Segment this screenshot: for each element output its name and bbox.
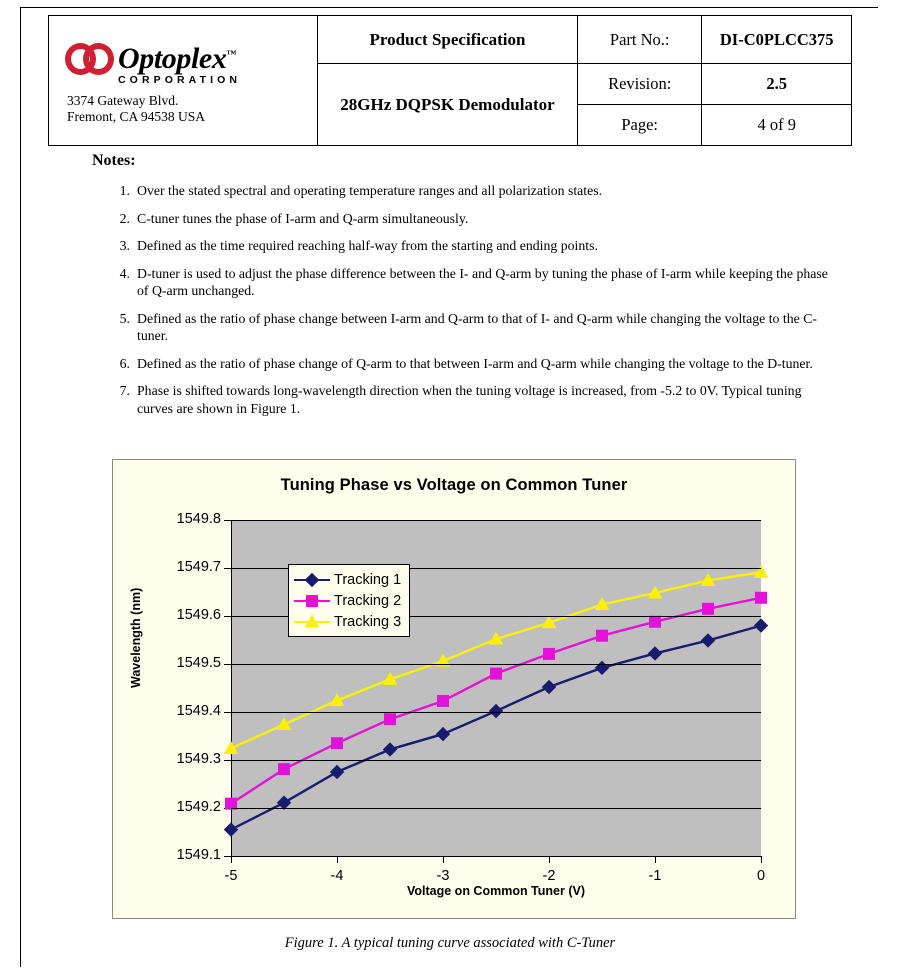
x-tick-mark: [443, 856, 444, 863]
y-tick-label: 1549.5: [176, 655, 221, 671]
x-tick-label: 0: [756, 868, 766, 884]
y-tick-mark: [224, 616, 231, 617]
x-tick-mark: [761, 856, 762, 863]
x-tick-mark: [337, 856, 338, 863]
note-item: [108, 310, 838, 345]
legend-label: Tracking 1: [334, 571, 402, 588]
product-name: 28GHz DQPSK Demodulator: [318, 64, 578, 146]
x-tick-label: -4: [330, 868, 344, 884]
note-text: Defined as the ratio of phase change of Q-arm to that between I-arm and Q-arm while changing the voltage to the D-tuner.: [137, 355, 813, 371]
page-label: Page:: [577, 105, 701, 146]
revision-value: 2.5: [702, 64, 852, 105]
note-number: 2.: [119, 210, 130, 226]
data-point-marker: [438, 695, 449, 706]
note-text: Phase is shifted towards long-wavelength direction when the tuning voltage is increased, from -5.2 to 0V. Typical tuning curves are shown in Figure 1.: [137, 383, 802, 416]
data-point-marker: [384, 743, 397, 756]
data-point-marker: [702, 634, 715, 647]
legend-label: Tracking 2: [334, 592, 402, 609]
x-tick-label: -1: [648, 868, 662, 884]
gridline: [231, 760, 761, 761]
data-point-marker: [385, 714, 396, 725]
series-tracking-1: [225, 619, 768, 836]
series-line: [231, 626, 761, 830]
note-text: Defined as the ratio of phase change between I-arm and Q-arm to that of I- and Q-arm while changing the voltage to the C-tuner.: [137, 310, 818, 343]
legend-item: [294, 611, 401, 632]
gridline: [231, 808, 761, 809]
note-text: Over the stated spectral and operating temperature ranges and all polarization states.: [137, 183, 603, 198]
legend-label: Tracking 3: [334, 613, 402, 630]
y-axis-title: Wavelength (nm): [129, 587, 143, 688]
data-point-marker: [703, 603, 714, 614]
document-type: Product Specification: [318, 16, 578, 64]
x-tick-mark: [655, 856, 656, 863]
note-number: 7.: [119, 383, 130, 398]
company-logo-cell: [49, 16, 318, 146]
part-no-value: DI-C0PLCC375: [702, 16, 852, 64]
note-item: [108, 382, 838, 417]
page-value: 4 of 9: [702, 105, 852, 146]
y-tick-label: 1549.3: [176, 751, 221, 767]
legend-item: [294, 569, 401, 590]
gridline: [231, 664, 761, 665]
x-tick-mark: [549, 856, 550, 863]
legend-marker-square-icon: [304, 593, 320, 609]
y-tick-label: 1549.1: [176, 847, 221, 863]
company-name: Optoplex™: [118, 42, 237, 75]
x-tick-mark: [231, 856, 232, 863]
legend-marker-triangle-icon: [304, 614, 320, 630]
legend-swatch: [294, 573, 330, 587]
address-line-2: Fremont, CA 94538 USA: [67, 108, 206, 124]
y-tick-label: 1549.8: [176, 511, 221, 527]
data-point-marker: [650, 616, 661, 627]
data-point-marker: [491, 668, 502, 679]
data-point-marker: [306, 573, 319, 586]
chart-legend: [288, 564, 410, 637]
address-line-1: 3374 Gateway Blvd.: [67, 93, 179, 108]
note-text: C-tuner tunes the phase of I-arm and Q-arm simultaneously.: [137, 210, 469, 226]
optoplex-rings-icon: [65, 40, 115, 78]
data-point-marker: [756, 592, 767, 603]
data-point-marker: [225, 823, 238, 836]
company-address: [57, 86, 311, 127]
note-text: D-tuner is used to adjust the phase difference between the I- and Q-arm by tuning the phase of I-arm while keeping the phase of Q-arm unchanged.: [137, 265, 828, 298]
figure-1-chart: [112, 459, 796, 919]
gridline: [231, 520, 761, 521]
notes-heading: Notes:: [92, 152, 136, 169]
part-no-label: Part No.:: [577, 16, 701, 64]
data-point-marker: [544, 648, 555, 659]
chart-title: Tuning Phase vs Voltage on Common Tuner: [280, 476, 628, 494]
legend-swatch: [294, 594, 330, 608]
y-tick-mark: [224, 568, 231, 569]
y-tick-mark: [224, 664, 231, 665]
note-number: 1.: [119, 183, 130, 198]
note-number: 6.: [119, 355, 130, 371]
note-item: [108, 265, 838, 300]
note-item: [108, 355, 838, 373]
y-tick-label: 1549.2: [176, 799, 221, 815]
note-item: [108, 237, 838, 255]
data-point-marker: [331, 766, 344, 779]
data-point-marker: [307, 595, 318, 606]
document-header-table: [48, 15, 852, 146]
note-number: 5.: [119, 310, 130, 326]
x-axis-line: [231, 856, 761, 857]
data-point-marker: [755, 619, 768, 632]
company-subtitle: CORPORATION: [118, 74, 242, 86]
note-item: [108, 182, 838, 200]
data-point-marker: [279, 764, 290, 775]
y-tick-mark: [224, 712, 231, 713]
data-point-marker: [437, 728, 450, 741]
trademark-symbol: ™: [226, 49, 237, 60]
legend-marker-diamond-icon: [304, 572, 320, 588]
x-tick-label: -3: [436, 868, 450, 884]
data-point-marker: [332, 738, 343, 749]
legend-swatch: [294, 615, 330, 629]
x-tick-label: -5: [224, 868, 238, 884]
figure-caption: Figure 1. A typical tuning curve associated with C-Tuner: [284, 935, 616, 951]
note-item: [108, 210, 838, 228]
y-tick-label: 1549.7: [176, 559, 221, 575]
y-tick-mark: [224, 856, 231, 857]
data-point-marker: [306, 615, 319, 627]
x-tick-label: -2: [542, 868, 556, 884]
y-tick-mark: [224, 760, 231, 761]
data-point-marker: [597, 630, 608, 641]
data-point-marker: [649, 647, 662, 660]
x-axis-title: Voltage on Common Tuner (V): [406, 884, 585, 898]
y-tick-label: 1549.4: [176, 703, 221, 719]
data-point-marker: [543, 681, 556, 694]
note-number: 4.: [119, 265, 130, 281]
legend-item: [294, 590, 401, 611]
y-tick-mark: [224, 520, 231, 521]
revision-label: Revision:: [577, 64, 701, 105]
y-tick-label: 1549.6: [176, 607, 221, 623]
gridline: [231, 712, 761, 713]
notes-list: [108, 182, 838, 427]
note-text: Defined as the time required reaching half-way from the starting and ending points.: [137, 238, 598, 253]
note-number: 3.: [119, 238, 130, 253]
